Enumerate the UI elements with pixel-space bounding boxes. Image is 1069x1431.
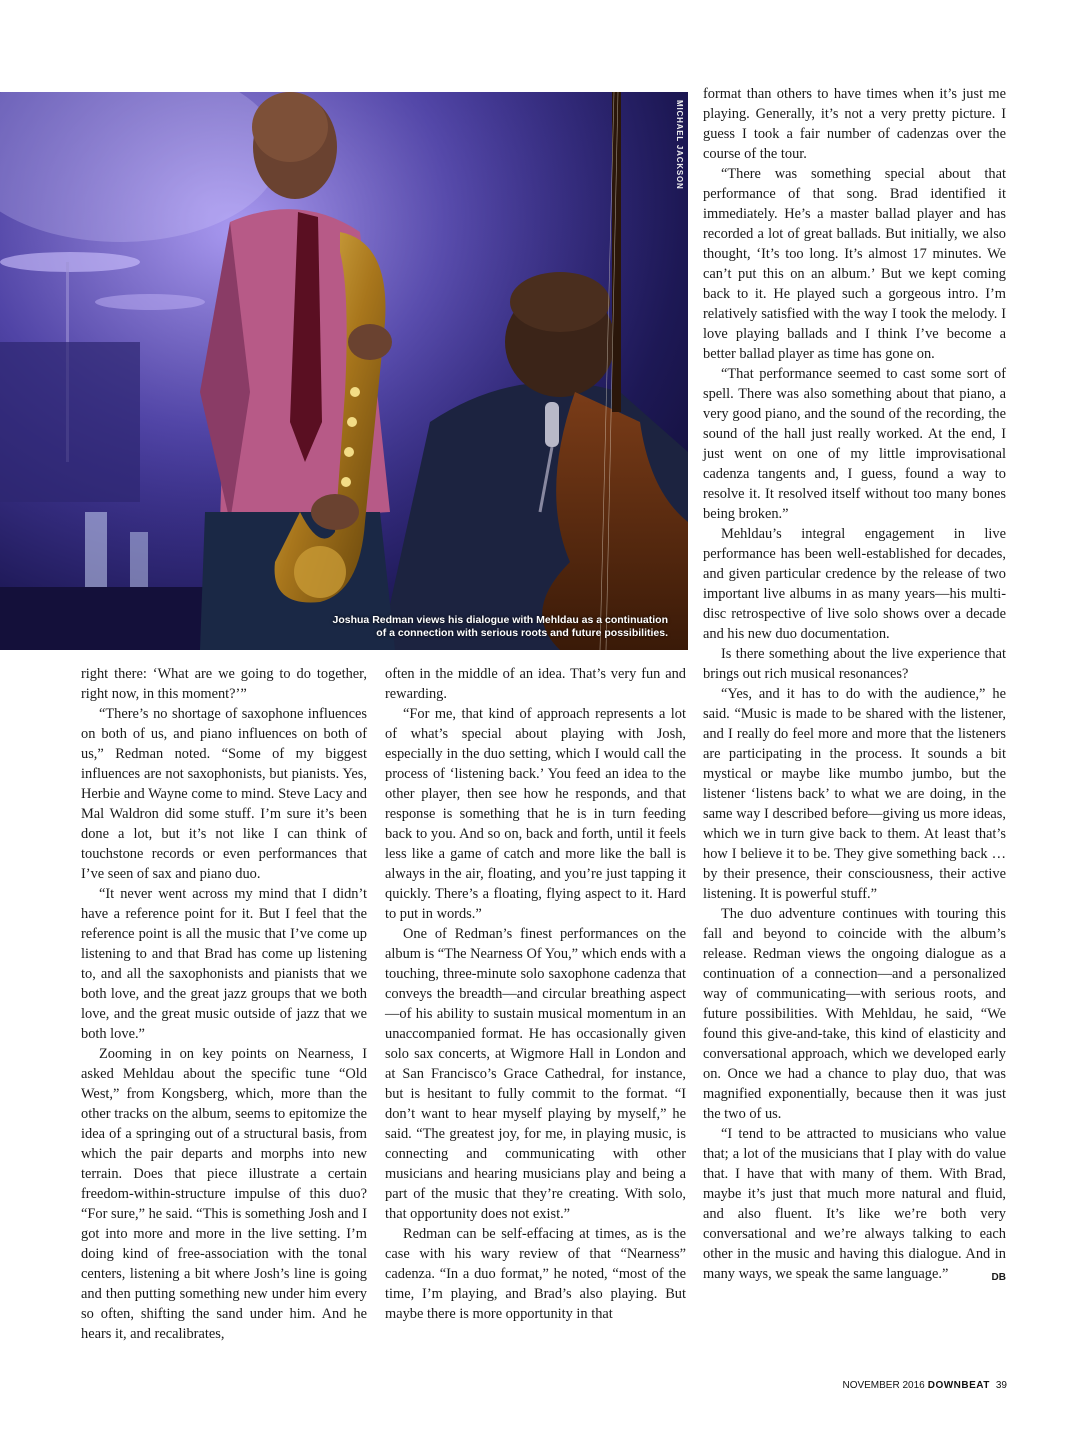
column-3 bbox=[703, 84, 1006, 1288]
paragraph-final bbox=[703, 1124, 1006, 1284]
paragraph: format than others to have times when it’s just me playing. Generally, it’s not a very pretty picture. I guess I took a fair number of cadenzas over the course of the tour. bbox=[703, 86, 1006, 162]
paragraph: “Yes, and it has to do with the audience,” he said. “Music is made to be shared with the listener, and I really do feel more and more that the listeners are participating in the process. It sounds a bit mystical or maybe like mumbo jumbo, but the listener ‘listens back’ to what we are doing, in the same way I described before—giving us more ideas, which we in turn give back to them. At least that’s how I believe it to be. They give something back … by their presence, their consciousness, their active listening. It is powerful stuff.” bbox=[703, 686, 1006, 902]
paragraph: The duo adventure continues with touring this fall and beyond to coincide with the album’s release. Redman views the ongoing dialogue as a continuation of a connection—and a personalized way of communicating—with serious roots, and future possibilities. With Mehldau, he said, “We found this give-and-take, this kind of elasticity and conversational approach, which we developed early on. Once we had a chance to play duo, that was magnified exponentially, because then it was just the two of us. bbox=[703, 906, 1006, 1122]
caption-line-1: Joshua Redman views his dialogue with Mehldau as a continuation bbox=[332, 614, 668, 626]
paragraph: “For me, that kind of approach represents a lot of what’s special about playing with Josh, especially in the duo setting, which I would call the process of ‘listening back.’ You feed an idea to the other player, then see how he responds, and that response is something that he is in turn feeding back to you. And so on, back and forth, until it feels less like a game of catch and more like the ball is always in the air, floating, and you’re just tapping it quickly. There’s a floating, flying aspect to it. Hard to put in words.” bbox=[385, 706, 686, 922]
paragraph: often in the middle of an idea. That’s very fun and rewarding. bbox=[385, 666, 686, 702]
photo-caption bbox=[228, 614, 668, 640]
paragraph: Redman can be self-effacing at times, as is the case with his wary review of that “Nearness” cadenza. “In a duo format,” he noted, “most of the time, I’m playing, and Brad’s also playing. But maybe there is more opportunity in that bbox=[385, 1226, 686, 1322]
magazine-name: DOWNBEAT bbox=[927, 1380, 990, 1391]
photo-credit: MICHAEL JACKSON bbox=[675, 100, 684, 190]
page-footer bbox=[842, 1380, 1007, 1391]
paragraph: Zooming in on key points on Nearness, I asked Mehldau about the specific tune “Old West,” from Kongsberg, which, more than the other tracks on the album, seems to epitomize the idea of a springing out of a structural basis, from which the pair departs and morphs into new terrain. Does that piece illustrate a certain freedom-within-structure impulse of this duo? “For sure,” he said. “This is something Josh and I got into more and more in the live setting. I’m doing kind of free-association with the tonal centers, listening a bit where Josh’s line is going and then putting something new under him every so often, shifting the sand under him. And he hears it, and recalibrates, bbox=[81, 1046, 367, 1342]
caption-line-2: of a connection with serious roots and future possibilities. bbox=[376, 627, 668, 639]
paragraph: “It never went across my mind that I didn’t have a reference point for it. But I feel that the reference point is all the music that I’ve come up listening to and that Brad has come up listening to, and all the saxophonists and pianists that we both love, and the great jazz groups that we both love, and the great music outside of jazz that we both love.” bbox=[81, 886, 367, 1042]
final-paragraph-text: “I tend to be attracted to musicians who value that; a lot of the musicians that I play with do value that. I have that with many of them. With Brad, maybe it’s just that much more natural and fluid, and also fluent. It’s like we’re both very conversational and we’re always talking to each other in the music and having this dialogue. And in many ways, we speak the same language.” bbox=[703, 1126, 1006, 1282]
paragraph: Mehldau’s integral engagement in live performance has been well-established for decades, and given particular credence by the release of two important live albums in as many years—his multi-disc retrospective of live solo shows over a decade and his new duo documentation. bbox=[703, 526, 1006, 642]
paragraph: right there: ‘What are we going to do together, right now, in this moment?’” bbox=[81, 666, 367, 702]
paragraph: “There was something special about that performance of that song. Brad identified it immediately. He’s a master ballad player and has recorded a lot of great ballads. But initially, we also thought, ‘It’s too long. It’s almost 17 minutes. We can’t put this on an album.’ But we kept coming back to it. He played such a gorgeous intro. I’m relatively satisfied with the way I took the melody. I love playing ballads and I think I’ve become a better ballad player as time has gone on. bbox=[703, 166, 1006, 362]
concert-photo bbox=[0, 92, 688, 650]
end-mark: DB bbox=[991, 1272, 1006, 1283]
column-1 bbox=[81, 664, 367, 1344]
page-number: 39 bbox=[995, 1380, 1007, 1391]
photo-illustration bbox=[0, 92, 688, 650]
paragraph: Is there something about the live experience that brings out rich musical resonances? bbox=[703, 646, 1006, 682]
paragraph: “That performance seemed to cast some sort of spell. There was also something about that piano, a very good piano, and the sound of the recording, the sound of the hall just really worked. At the end, I just went on one of my little improvisational cadenza tangents and, I guess, found a way to resolve it. It resolved itself without too many bones being broken.” bbox=[703, 366, 1006, 522]
paragraph: One of Redman’s finest performances on the album is “The Nearness Of You,” which ends with a touching, three-minute solo saxophone cadenza that conveys the breadth—and circular breathing aspect—of his ability to sustain musical momentum in an unaccompanied format. He has occasionally given solo sax concerts, at Wigmore Hall in London and at San Francisco’s Grace Cathedral, for instance, but is hesitant to fully commit to the format. “I don’t want to hear myself playing by myself,” he said. “The greatest joy, for me, in playing music, is connecting and communicating with other musicians and hearing musicians play and being a part of the music that they’re creating. With solo, that opportunity does not exist.” bbox=[385, 926, 686, 1222]
paragraph: “There’s no shortage of saxophone influences on both of us, and piano influences on both of us,” Redman noted. “Some of my biggest influences are not saxophonists, but pianists. Yes, Herbie and Wayne come to mind. Steve Lacy and Mal Waldron did some stuff. I’m sure it’s been done a lot, but it’s not like I can think of touchstone records or even performances that I’ve seen of sax and piano duo. bbox=[81, 706, 367, 882]
issue-date: NOVEMBER 2016 bbox=[842, 1380, 925, 1391]
column-2 bbox=[385, 664, 686, 1324]
